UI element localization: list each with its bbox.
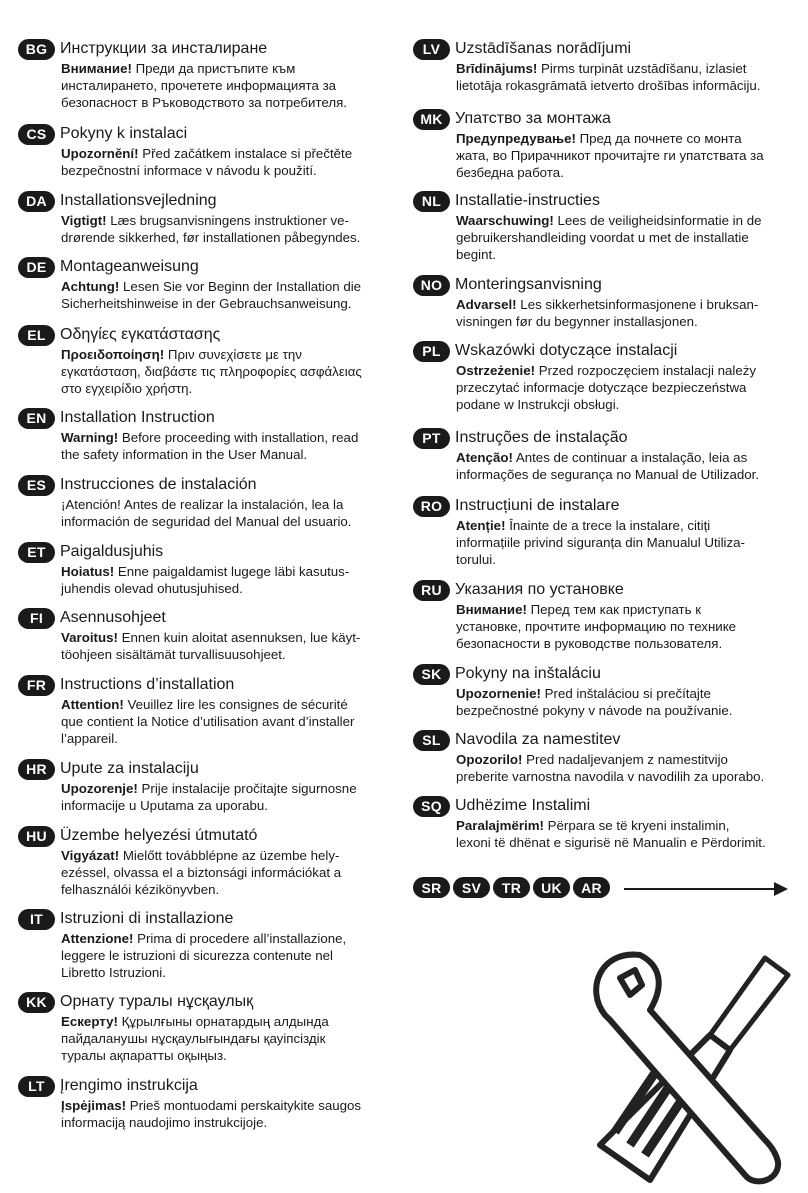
language-badge: HU — [18, 826, 55, 847]
warning-text: Lesen Sie vor Beginn der Installation die Sicherheitshinweise in der Gebrauchsanweisung. — [61, 279, 362, 312]
entry-body — [61, 60, 388, 112]
language-badge: KK — [18, 992, 55, 1013]
entry-body — [456, 817, 793, 851]
more-languages-row — [413, 877, 613, 898]
entry-title: Udhëzime Instalimi — [455, 797, 591, 814]
arrow-right-icon — [624, 888, 776, 890]
entry-heading — [413, 190, 793, 212]
language-badge-tr: TR — [493, 877, 530, 898]
entry-heading — [413, 729, 793, 751]
instruction-entry-da — [18, 190, 388, 246]
entry-title: Installation Instruction — [60, 409, 215, 426]
entry-body — [61, 429, 388, 463]
entry-title: Upute za instalaciju — [60, 760, 199, 777]
warning-text: Prije instalacije pročitajte sigurnosne informacije u Uputama za uporabu. — [61, 781, 357, 814]
warning-label: Ескерту! — [61, 1014, 118, 1029]
instruction-entry-el — [18, 324, 388, 398]
language-badge: RU — [413, 580, 450, 601]
entry-body — [456, 751, 793, 785]
warning-text: Veuillez lire les consignes de sécurité que contient la Notice d’utilisation avant d’installer l’appareil. — [61, 697, 355, 747]
entry-title: Įrengimo instrukcija — [60, 1077, 198, 1094]
warning-label: Ostrzeżenie! — [456, 363, 536, 378]
instruction-entry-bg — [18, 38, 388, 112]
warning-label: Atenție! — [456, 518, 506, 533]
warning-label: Προειδοποίηση! — [61, 347, 165, 362]
instruction-entry-pt — [413, 427, 793, 483]
arrow-head — [774, 882, 788, 896]
entry-body — [456, 130, 793, 182]
entry-heading — [18, 256, 388, 278]
instruction-entry-es — [18, 474, 388, 530]
instruction-entry-lt — [18, 1075, 388, 1131]
language-badge-uk: UK — [533, 877, 570, 898]
entry-heading — [18, 825, 388, 847]
warning-text: Prieš montuodami perskaitykite saugos informaciją naudojimo instrukcijoje. — [61, 1098, 362, 1131]
entry-title: Monteringsanvisning — [455, 276, 602, 293]
instruction-entry-mk — [413, 108, 793, 182]
entry-title: Инструкции за инсталиране — [60, 40, 268, 57]
entry-heading — [18, 190, 388, 212]
entry-heading — [18, 407, 388, 429]
entry-body — [61, 1013, 388, 1065]
warning-text: Pred nadaljevanjem z namestitvijo preberite varnostna navodila v navodilih za uporabo. — [456, 752, 765, 785]
warning-text: Înainte de a trece la instalare, citiți informațiile privind siguranța din Manualul Utiliza- torului. — [456, 518, 745, 568]
entry-title: Pokyny na inštaláciu — [455, 665, 601, 682]
warning-label: Vigtigt! — [61, 213, 107, 228]
language-badge: MK — [413, 109, 450, 130]
language-badge: LV — [413, 39, 450, 60]
warning-text: Před začátkem instalace si přečtěte bezpečnostní informace v návodu k použití. — [61, 146, 353, 179]
entry-heading — [18, 991, 388, 1013]
entry-body — [456, 601, 793, 653]
warning-label: Внимание! — [61, 61, 132, 76]
language-badge: EL — [18, 325, 55, 346]
entry-heading — [413, 579, 793, 601]
entry-heading — [18, 38, 388, 60]
warning-text: Lees de veiligheidsinformatie in de gebruikershandleiding voordat u met de installatie begint. — [456, 213, 762, 263]
warning-label: Upozorenje! — [61, 781, 138, 796]
instruction-entry-sl — [413, 729, 793, 785]
entry-body — [456, 517, 793, 569]
entry-body — [61, 212, 388, 246]
warning-label: Waarschuwing! — [456, 213, 554, 228]
entry-body — [61, 780, 388, 814]
language-badge: LT — [18, 1076, 55, 1097]
entry-title: Указания по установке — [455, 581, 624, 598]
warning-label: Hoiatus! — [61, 564, 115, 579]
language-badge-sr: SR — [413, 877, 450, 898]
warning-text: Pirms turpināt uzstādīšanu, izlasiet lietotāja rokasgrāmatā ietverto drošības informāciju. — [456, 61, 761, 94]
entry-body — [456, 212, 793, 264]
warning-text: Pred inštaláciou si prečítajte bezpečnostné pokyny v návode na používanie. — [456, 686, 733, 719]
entry-title: Installatie-instructies — [455, 192, 600, 209]
entry-body — [61, 278, 388, 312]
language-badge-ar: AR — [573, 877, 610, 898]
warning-label: Warning! — [61, 430, 119, 445]
instruction-entry-no — [413, 274, 793, 330]
instruction-entry-pl — [413, 340, 793, 414]
warning-text: Enne paigaldamist lugege läbi kasutus- juhendis olevad ohutusjuhised. — [61, 564, 350, 597]
warning-label: Upozornenie! — [456, 686, 541, 701]
warning-text: Przed rozpoczęciem instalacji należy przeczytać informacje dotyczące bezpieczeństwa podane w Instrukcji obsługi. — [456, 363, 757, 413]
entry-body — [61, 496, 388, 530]
entry-title: Pokyny k instalaci — [60, 125, 188, 142]
warning-label: Attention! — [61, 697, 124, 712]
language-badge: RO — [413, 496, 450, 517]
instruction-entry-nl — [413, 190, 793, 264]
entry-body — [61, 563, 388, 597]
warning-text: Læs brugsanvisningens instruktioner ve- drørende sikkerhed, før installationen påbegyndes. — [61, 213, 361, 246]
entry-heading — [18, 607, 388, 629]
language-badge: PL — [413, 341, 450, 362]
language-badge: HR — [18, 759, 55, 780]
warning-label: Brīdinājums! — [456, 61, 538, 76]
warning-label: Opozorilo! — [456, 752, 523, 767]
language-badge: CS — [18, 124, 55, 145]
entry-heading — [413, 38, 793, 60]
language-badge: BG — [18, 39, 55, 60]
instruction-entry-ru — [413, 579, 793, 653]
entry-heading — [413, 663, 793, 685]
warning-label: Achtung! — [61, 279, 120, 294]
entry-body — [61, 145, 388, 179]
language-badge: DE — [18, 257, 55, 278]
entry-title: Üzembe helyezési útmutató — [60, 827, 258, 844]
language-badge: SQ — [413, 796, 450, 817]
entry-heading — [413, 108, 793, 130]
entry-title: Упатство за монтажа — [455, 110, 611, 127]
instruction-entry-lv — [413, 38, 793, 94]
entry-body — [61, 629, 388, 663]
warning-label: Внимание! — [456, 602, 527, 617]
warning-label: Предупредување! — [456, 131, 576, 146]
entry-heading — [18, 474, 388, 496]
entry-body — [61, 930, 388, 982]
instruction-entry-hr — [18, 758, 388, 814]
entry-body — [456, 60, 793, 94]
instruction-entry-cs — [18, 123, 388, 179]
language-badge: SL — [413, 730, 450, 751]
warning-text: Құрылғыны орнатардың алдында пайдаланушы нұсқаулығындағы қауіпсіздік туралы ақпаратты оқыңыз. — [61, 1014, 329, 1064]
warning-label: Attenzione! — [61, 931, 134, 946]
wrench-screwdriver-icon — [580, 940, 800, 1190]
language-badge: ES — [18, 475, 55, 496]
entry-heading — [18, 1075, 388, 1097]
entry-heading — [413, 340, 793, 362]
language-badge: IT — [18, 909, 55, 930]
warning-text: Перед тем как приступать к установке, прочтите информацию по технике безопасности в руководстве пользователя. — [456, 602, 737, 652]
instruction-entry-it — [18, 908, 388, 982]
entry-title: Instrucciones de instalación — [60, 476, 257, 493]
entry-title: Instructions d’installation — [60, 676, 235, 693]
instruction-entry-de — [18, 256, 388, 312]
entry-heading — [18, 674, 388, 696]
entry-title: Istruzioni di installazione — [60, 910, 234, 927]
language-badge: SK — [413, 664, 450, 685]
language-badge-sv: SV — [453, 877, 490, 898]
warning-text: Before proceeding with installation, read the safety information in the User Manual. — [61, 430, 359, 463]
instruction-entry-sk — [413, 663, 793, 719]
warning-text: Преди да пристъпите към инсталирането, прочетете информацията за безопасност в Ръководството за потребителя. — [61, 61, 347, 111]
warning-label: Vigyázat! — [61, 848, 120, 863]
instruction-entry-hu — [18, 825, 388, 899]
warning-text: Пред да почнете со монта жата, во Прирачникот прочитајте ги упатствата за безбедна работа. — [456, 131, 764, 181]
instruction-entry-et — [18, 541, 388, 597]
warning-text: ¡Atención! Antes de realizar la instalación, lea la información de seguridad del Manual del usuario. — [61, 497, 352, 530]
warning-label: Atenção! — [456, 450, 513, 465]
instruction-entry-sq — [413, 795, 793, 851]
entry-title: Instruções de instalação — [455, 429, 628, 446]
language-badge: ET — [18, 542, 55, 563]
instruction-entry-ro — [413, 495, 793, 569]
entry-body — [456, 362, 793, 414]
entry-title: Wskazówki dotyczące instalacji — [455, 342, 678, 359]
entry-heading — [18, 908, 388, 930]
entry-body — [61, 847, 388, 899]
warning-text: Les sikkerhetsinformasjonene i bruksan- visningen før du begynner installasjonen. — [456, 297, 759, 330]
entry-heading — [413, 427, 793, 449]
instruction-entry-fr — [18, 674, 388, 748]
entry-body — [61, 1097, 388, 1131]
warning-text: Ennen kuin aloitat asennuksen, lue käyt- töohjeen sisältämät turvallisuusohjeet. — [61, 630, 361, 663]
entry-title: Instrucțiuni de instalare — [455, 497, 620, 514]
warning-label: Įspėjimas! — [61, 1098, 127, 1113]
entry-heading — [18, 123, 388, 145]
language-badge: NO — [413, 275, 450, 296]
language-badge: FI — [18, 608, 55, 629]
entry-title: Asennusohjeet — [60, 609, 166, 626]
language-badge: EN — [18, 408, 55, 429]
entry-body — [61, 696, 388, 748]
entry-title: Орнату туралы нұсқаулық — [60, 993, 254, 1010]
entry-body — [456, 296, 793, 330]
entry-title: Navodila za namestitev — [455, 731, 621, 748]
entry-heading — [413, 495, 793, 517]
entry-body — [61, 346, 388, 398]
warning-text: Përpara se të kryeni instalimin, lexoni të dhënat e sigurisë në Manualin e Përdorimit. — [456, 818, 766, 851]
warning-label: Varoitus! — [61, 630, 118, 645]
entry-heading — [18, 758, 388, 780]
instruction-entry-fi — [18, 607, 388, 663]
entry-body — [456, 685, 793, 719]
language-badge: PT — [413, 428, 450, 449]
entry-body — [456, 449, 793, 483]
warning-label: Paralajmërim! — [456, 818, 544, 833]
warning-text: Mielőtt továbblépne az üzembe hely- ezéssel, olvassa el a biztonsági információkat a felhasználói kézikönyvben. — [61, 848, 342, 898]
entry-heading — [18, 324, 388, 346]
entry-heading — [18, 541, 388, 563]
warning-label: Advarsel! — [456, 297, 517, 312]
warning-text: Prima di procedere all’installazione, leggere le istruzioni di sicurezza contenute nel Libretto Istruzioni. — [61, 931, 347, 981]
entry-heading — [413, 274, 793, 296]
entry-heading — [413, 795, 793, 817]
entry-title: Installationsvejledning — [60, 192, 217, 209]
language-badge: NL — [413, 191, 450, 212]
warning-text: Πριν συνεχίσετε με την εγκατάσταση, διαβάστε τις πληροφορίες ασφάλειας στο εγχειρίδιο χρήστη. — [61, 347, 362, 397]
instruction-entry-en — [18, 407, 388, 463]
entry-title: Uzstādīšanas norādījumi — [455, 40, 632, 57]
entry-title: Οδηγίες εγκατάστασης — [60, 326, 221, 343]
entry-title: Paigaldusjuhis — [60, 543, 164, 560]
warning-text: Antes de continuar a instalação, leia as informações de segurança no Manual de Utilizador. — [456, 450, 760, 483]
language-badge: FR — [18, 675, 55, 696]
entry-title: Montageanweisung — [60, 258, 199, 275]
language-badge: DA — [18, 191, 55, 212]
warning-label: Upozornění! — [61, 146, 139, 161]
instruction-entry-kk — [18, 991, 388, 1065]
